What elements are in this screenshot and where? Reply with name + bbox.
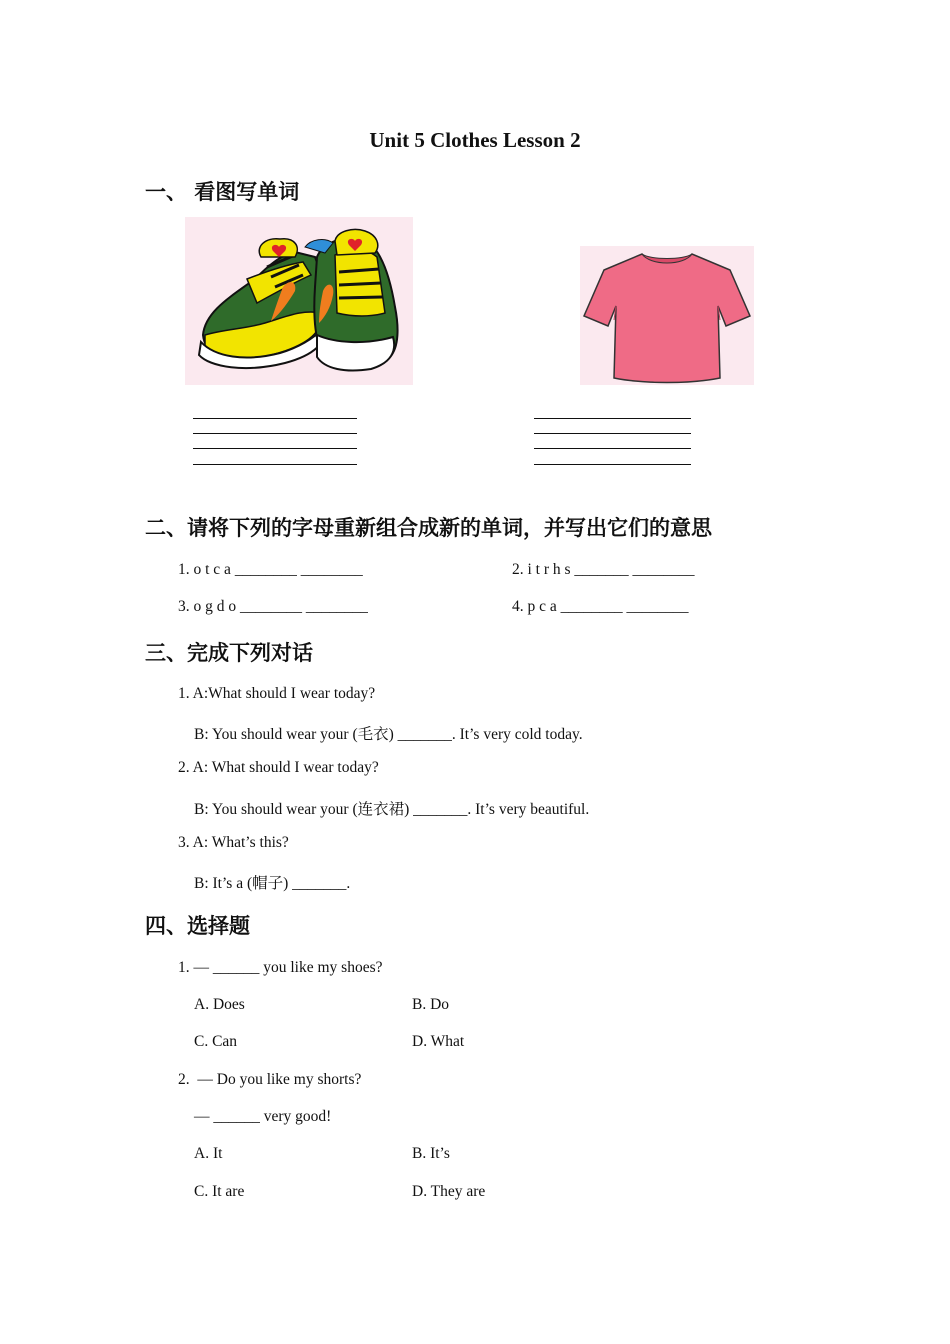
writing-line[interactable]: [193, 464, 357, 465]
option-c[interactable]: C. It are: [194, 1183, 245, 1200]
option-c[interactable]: C. Can: [194, 1033, 238, 1050]
page-title: Unit 5 Clothes Lesson 2: [369, 128, 581, 152]
dialogue-line: B: It’s a (帽子) _______.: [194, 875, 351, 892]
scramble-item-4: 4. p c a ________ ________: [512, 598, 689, 615]
scramble-item-2: 2. i t r h s _______ ________: [512, 561, 695, 578]
option-b[interactable]: B. Do: [412, 996, 450, 1013]
section-1-heading: 一、 看图写单词: [145, 180, 300, 204]
writing-line[interactable]: [534, 433, 691, 434]
writing-line[interactable]: [193, 448, 357, 449]
question-1: 1. — ______ you like my shoes?: [178, 959, 383, 976]
dialogue-line: B: You should wear your (毛衣) _______. It’s very cold today.: [194, 726, 583, 743]
option-b[interactable]: B. It’s: [412, 1145, 450, 1162]
option-d[interactable]: D. They are: [412, 1183, 486, 1200]
option-a[interactable]: A. Does: [194, 996, 245, 1013]
option-a[interactable]: A. It: [194, 1145, 223, 1162]
question-2: 2. — Do you like my shorts?: [178, 1071, 362, 1088]
dialogue-line: B: You should wear your (连衣裙) _______. It’s very beautiful.: [194, 801, 590, 818]
writing-line[interactable]: [534, 418, 691, 419]
writing-line[interactable]: [534, 464, 691, 465]
dialogue-line: 1. A:What should I wear today?: [178, 685, 376, 702]
question-2-reply: — ______ very good!: [194, 1108, 332, 1125]
sneakers-picture: [185, 217, 413, 385]
section-3-heading: 三、完成下列对话: [145, 641, 313, 665]
scramble-item-1: 1. o t c a ________ ________: [178, 561, 363, 578]
writing-line[interactable]: [193, 418, 357, 419]
dialogue-line: 2. A: What should I wear today?: [178, 759, 379, 776]
dialogue-line: 3. A: What’s this?: [178, 834, 289, 851]
option-d[interactable]: D. What: [412, 1033, 465, 1050]
t-shirt-picture: [580, 246, 754, 385]
section-4-heading: 四、选择题: [145, 914, 250, 938]
writing-line[interactable]: [534, 448, 691, 449]
writing-line[interactable]: [193, 433, 357, 434]
section-2-heading: 二、请将下列的字母重新组合成新的单词，并写出它们的意思: [145, 516, 712, 540]
scramble-item-3: 3. o g d o ________ ________: [178, 598, 368, 615]
